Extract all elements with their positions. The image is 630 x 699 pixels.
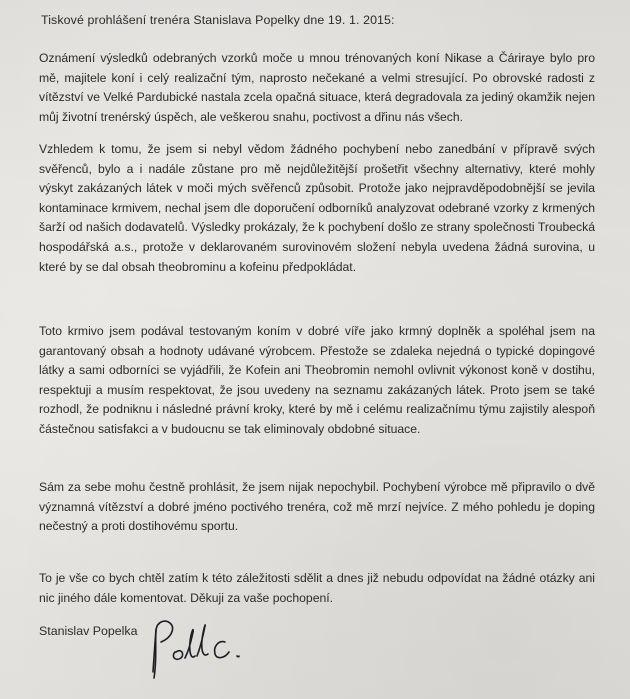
paragraph-5: To je vše co bych chtěl zatím k této záležitosti sdělit a dnes již nebudu odpovídat na žádné otázky ani nic jiného dále komentovat. Děkuji za vaše pochopení.: [39, 571, 595, 605]
paragraph-4: Sám za sebe mohu čestně prohlásit, že jsem nijak nepochybil. Pochybení výrobce mě připravilo o dvě významná vítězství a dobré jméno poctivého trenéra, což mě mrzí nejvíce. Z mého pohledu je doping nečestný a proti dostihovému sportu.: [39, 480, 595, 534]
paragraph-3: Toto krmivo jsem podával testovaným koním v dobré víře jako krmný doplněk a spoléhal jsem na garantovaný obsah a hodnoty udávané výrobcem. Přestože se zdaleka nejedná o typické dopingové látky a sami odborníci se vyjádřili, že Kofein ani Theobromin nemohl ovlivnit výkonost koně v dostihu, respektuji a musím respektovat, že jsou uvedeny na seznamu zakázaných látek. Proto jsem se také rozhodl, že podniknu i následné právní kroky, které by mě i celému realizačnímu týmu zajistily alespoň částečnou satisfakci a v budoucnu se tak eliminovaly obdobné situace.: [39, 324, 595, 436]
signer-name: Stanislav Popelka: [39, 624, 138, 638]
paragraph-1: Oznámení výsledků odebraných vzorků moče u mnou trénovaných koní Nikase a Čáriraye bylo pro mě, majitele koní i celý realizační tým, naprosto nečekané a velmi stresující. Po obrovské radosti z vítězství ve Velké Pardubické nastala zcela opačná situace, která degradovala za jediný okamžik nejen můj životní trenérský úspěch, ale veškerou snahu, poctivost a dřinu nás všech.: [39, 51, 595, 124]
press-release-title: Tiskové prohlášení trenéra Stanislava Popelky dne 19. 1. 2015:: [41, 13, 395, 27]
handwritten-signature: [145, 612, 265, 682]
paragraph-2: Vzhledem k tomu, že jsem si nebyl vědom žádného pochybení nebo zanedbání v přípravě svých svěřenců, bylo a i nadále zůstane pro mě nejdůležitější prošetřit všechny alternativy, které mohly výskyt zakázaných látek v moči mých svěřenců způsobit. Protože jako nejpravděpodobnější se jevila kontaminace krmivem, nechal jsem dle doporučení odborníků analyzovat odebrané vzorky z krmených šarží od našich dodavatelů. Výsledky prokázaly, že k pochybení došlo ze strany společnosti Troubecká hospodářská a.s., protože v deklarovaném surovinovém složení nebyla uvedena žádná surovina, u které by se dal obsah theobrominu a kofeinu předpokládat.: [39, 142, 595, 274]
